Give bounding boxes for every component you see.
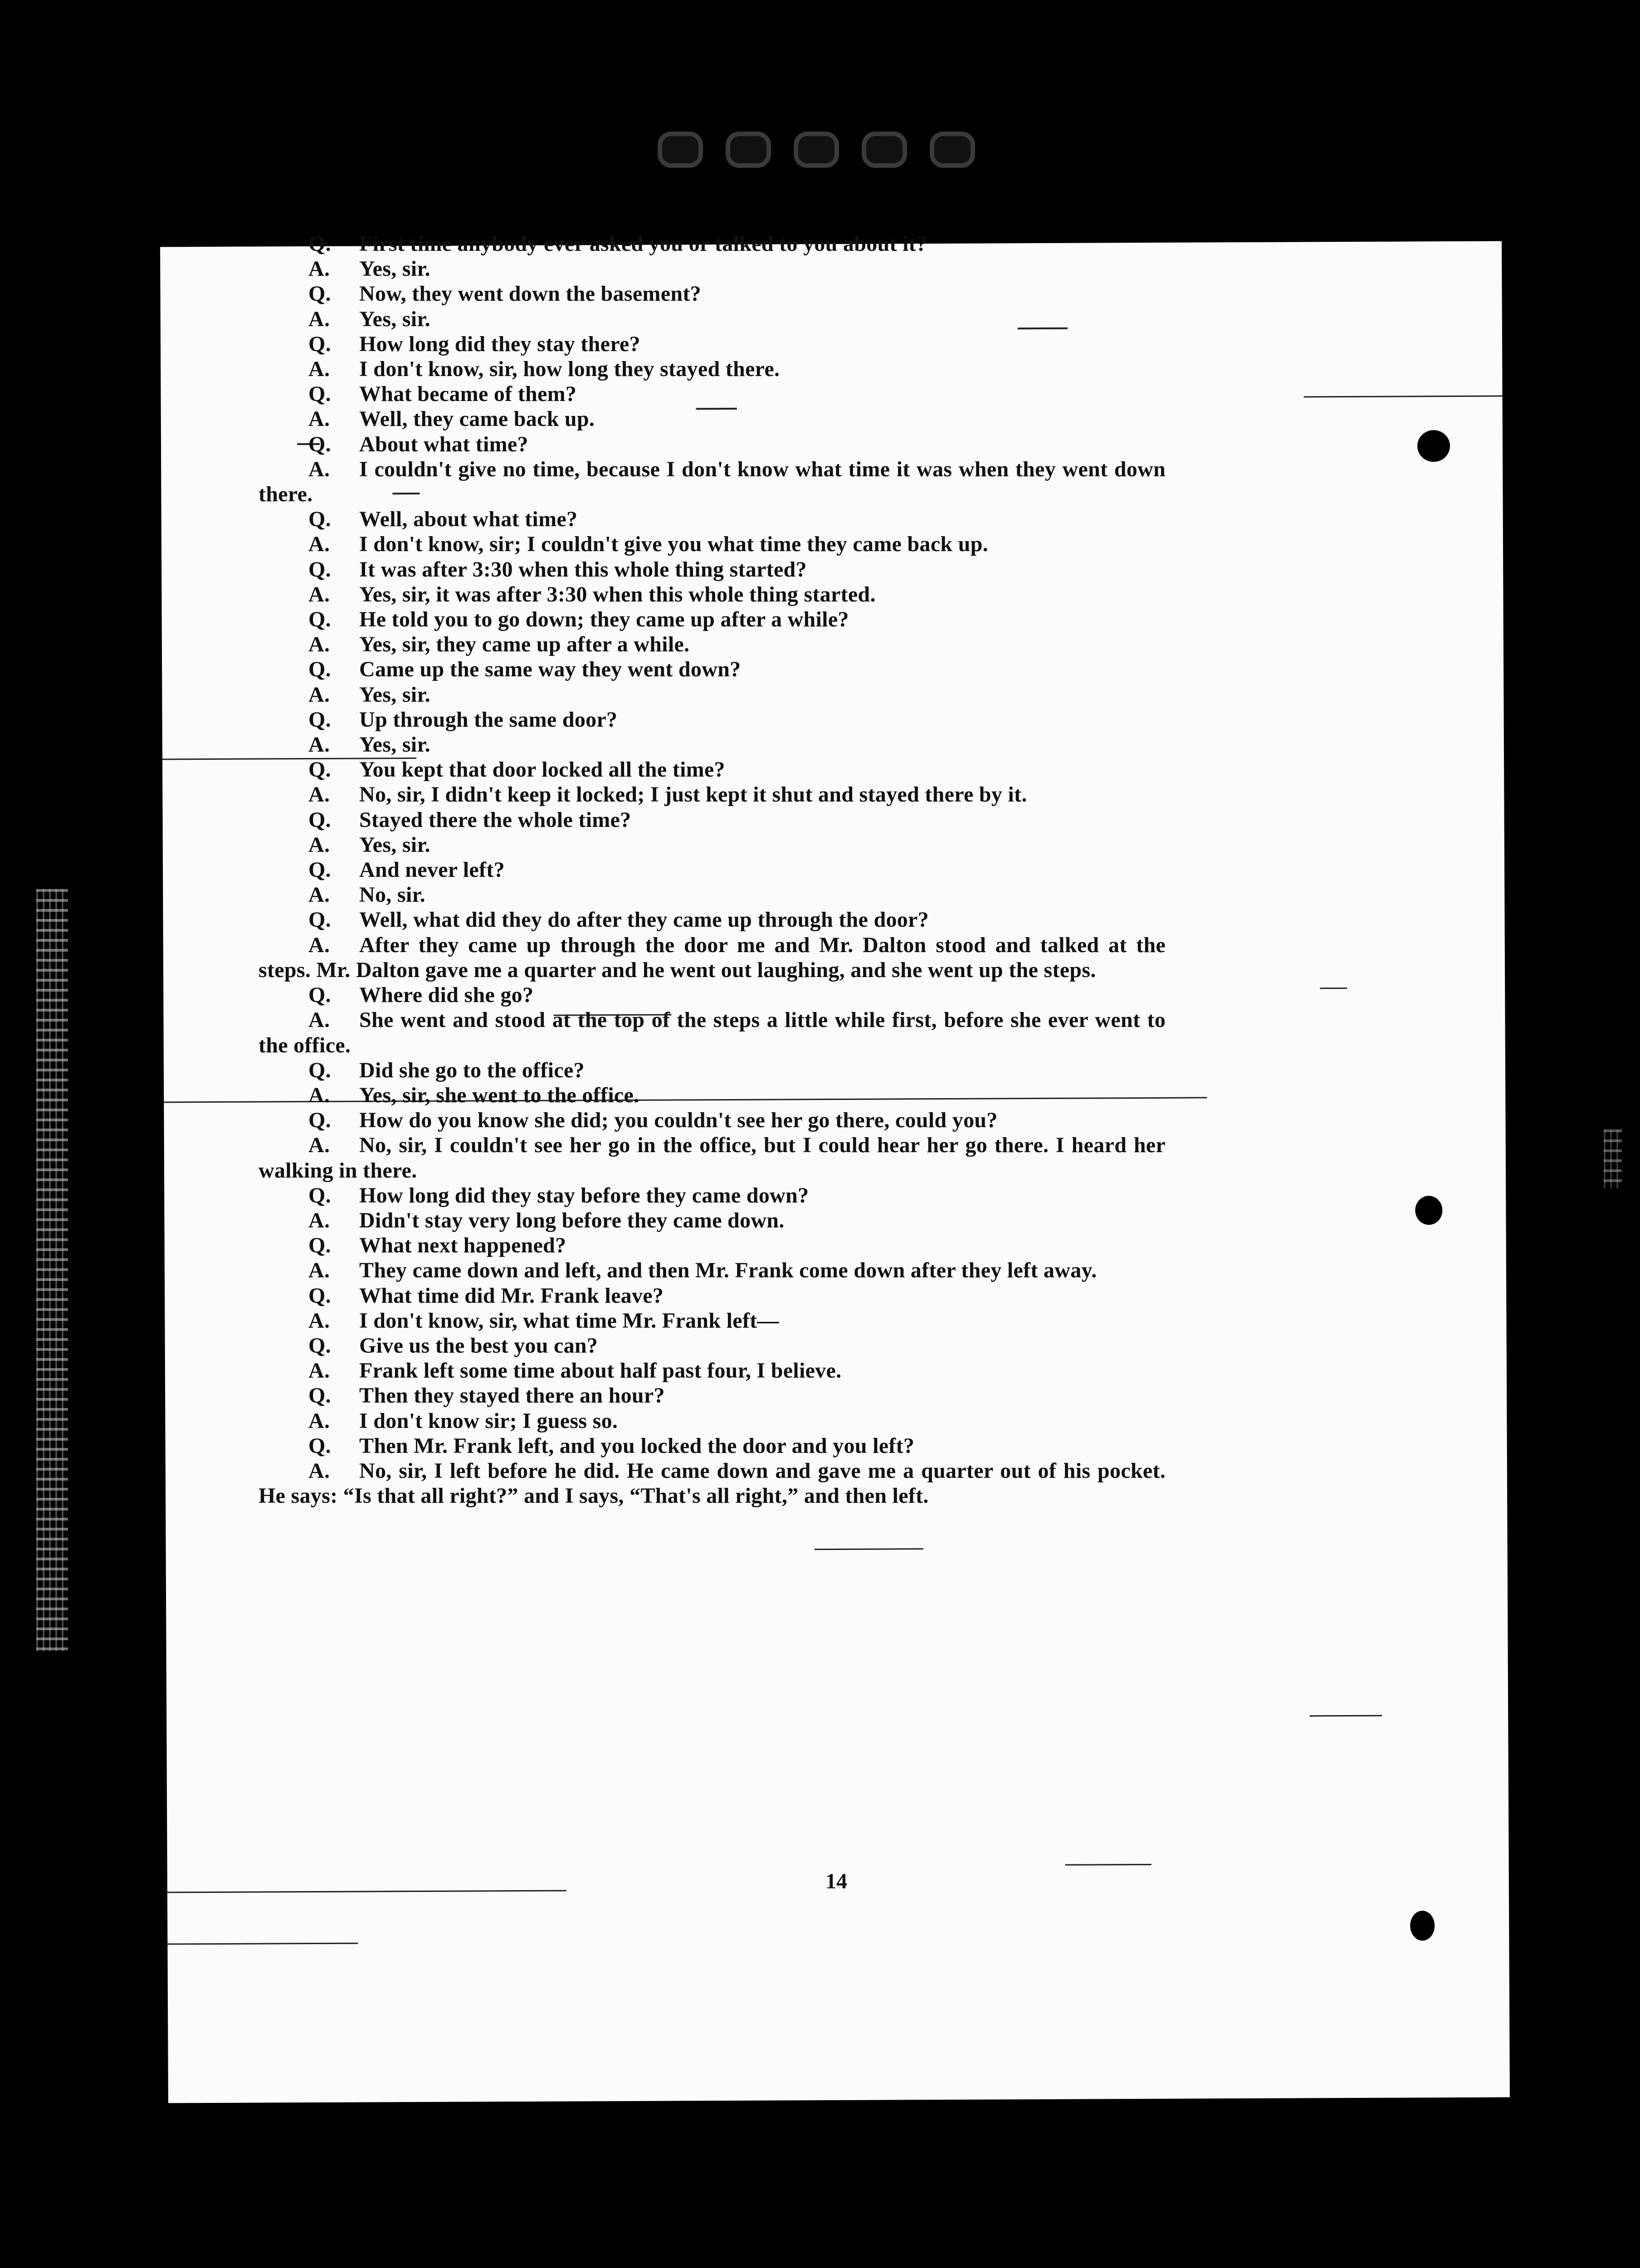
testimony-text: No, sir, I left before he did. He came down and gave me a quarter out of his pocket. He says: “Is that all right?” and I says, “That's all right,” and then left. xyxy=(259,1458,1166,1508)
answer-line xyxy=(259,582,1166,607)
answer-line xyxy=(259,357,1166,381)
answer-line xyxy=(259,1007,1166,1057)
testimony-text: What became of them? xyxy=(359,382,577,406)
speaker-label: A. xyxy=(308,457,330,481)
speaker-label: A. xyxy=(308,1008,330,1032)
testimony-text: Then Mr. Frank left, and you locked the door and you left? xyxy=(359,1433,915,1458)
testimony-text: How long did they stay before they came down? xyxy=(359,1183,809,1207)
answer-line xyxy=(259,1208,1166,1233)
answer-line xyxy=(259,1258,1166,1283)
answer-line xyxy=(259,406,1166,431)
testimony-text: I don't know sir; I guess so. xyxy=(359,1408,618,1433)
stray-line xyxy=(815,1548,923,1550)
testimony-text: Now, they went down the basement? xyxy=(359,282,701,306)
speaker-label: A. xyxy=(308,257,330,281)
question-line xyxy=(259,1383,1166,1408)
speaker-label: Q. xyxy=(308,858,331,882)
answer-line xyxy=(259,1408,1166,1433)
answer-line xyxy=(259,256,1166,281)
speaker-label: Q. xyxy=(308,282,331,306)
question-line xyxy=(259,1283,1166,1308)
answer-line xyxy=(259,933,1166,982)
question-line xyxy=(259,1433,1166,1458)
stray-line xyxy=(167,1943,358,1945)
testimony-text: Didn't stay very long before they came down. xyxy=(359,1208,785,1232)
testimony-text: Well, what did they do after they came up through the door? xyxy=(359,908,929,932)
film-mark xyxy=(794,132,839,168)
speaker-label: A. xyxy=(308,782,330,807)
testimony-text: How do you know she did; you couldn't see her go there, could you? xyxy=(359,1108,998,1133)
speaker-label: Q. xyxy=(308,607,331,632)
speaker-label: A. xyxy=(308,1133,330,1158)
speaker-label: Q. xyxy=(308,1433,331,1458)
testimony-text: Did she go to the office? xyxy=(359,1058,585,1082)
answer-line xyxy=(259,1458,1166,1508)
right-edge-speckle xyxy=(1604,1129,1622,1188)
testimony-text: No, sir, I didn't keep it locked; I just kept it shut and stayed there by it. xyxy=(359,782,1027,807)
testimony-text: I don't know, sir; I couldn't give you what time they came back up. xyxy=(359,532,988,557)
punch-hole xyxy=(1417,430,1450,462)
speaker-label: Q. xyxy=(308,332,331,356)
speaker-label: A. xyxy=(308,1308,330,1333)
speaker-label: A. xyxy=(308,1408,330,1433)
testimony-text: I couldn't give no time, because I don't know what time it was when they went down there. xyxy=(259,457,1166,507)
testimony-text: What time did Mr. Frank leave? xyxy=(359,1283,664,1308)
testimony-text: Well, they came back up. xyxy=(359,407,595,431)
testimony-text: No, sir. xyxy=(359,883,425,907)
question-line xyxy=(259,1233,1166,1258)
testimony-text: Yes, sir. xyxy=(359,257,430,281)
question-line xyxy=(259,1108,1166,1133)
speaker-label: Q. xyxy=(308,232,331,256)
question-line xyxy=(259,707,1166,732)
speaker-label: Q. xyxy=(308,983,331,1007)
question-line xyxy=(259,657,1166,682)
speaker-label: Q. xyxy=(308,807,331,832)
speaker-label: Q. xyxy=(308,758,331,782)
stray-line xyxy=(1304,396,1503,398)
speaker-label: Q. xyxy=(308,1108,331,1133)
speaker-label: Q. xyxy=(308,557,331,582)
question-line xyxy=(259,1058,1166,1083)
testimony-text: They came down and left, and then Mr. Frank come down after they left away. xyxy=(359,1258,1097,1283)
speaker-label: Q. xyxy=(308,1233,331,1258)
speaker-label: A. xyxy=(308,582,330,606)
answer-line xyxy=(259,457,1166,507)
answer-line xyxy=(259,632,1166,657)
testimony-text: I don't know, sir, how long they stayed there. xyxy=(359,357,780,381)
answer-line xyxy=(259,532,1166,557)
answer-line xyxy=(259,832,1166,857)
speaker-label: A. xyxy=(308,682,330,707)
film-mark xyxy=(726,132,771,168)
speaker-label: A. xyxy=(308,933,330,957)
answer-line xyxy=(259,1083,1166,1108)
speaker-label: Q. xyxy=(308,1333,331,1358)
answer-line xyxy=(259,307,1166,332)
testimony-text: Frank left some time about half past four, I believe. xyxy=(359,1359,842,1383)
testimony-text: And never left? xyxy=(359,858,505,882)
speaker-label: Q. xyxy=(308,1183,331,1207)
speaker-label: Q. xyxy=(308,507,331,532)
speaker-label: A. xyxy=(308,1083,330,1107)
question-line xyxy=(259,907,1166,932)
answer-line xyxy=(259,882,1166,907)
testimony-text: Where did she go? xyxy=(359,983,534,1007)
testimony-text: Well, about what time? xyxy=(359,507,578,532)
testimony-text: About what time? xyxy=(359,432,528,456)
question-line xyxy=(259,557,1166,582)
testimony-text: I don't know, sir, what time Mr. Frank left— xyxy=(359,1308,779,1333)
testimony-text: First time anybody ever asked you or talked to you about it? xyxy=(359,232,927,256)
stray-line xyxy=(1320,987,1347,989)
testimony-text: Yes, sir. xyxy=(359,832,430,857)
speaker-label: A. xyxy=(308,883,330,907)
question-line xyxy=(259,607,1166,632)
stray-line xyxy=(167,1890,566,1893)
testimony-text: How long did they stay there? xyxy=(359,332,640,356)
testimony-text: Yes, sir, they came up after a while. xyxy=(359,632,690,657)
punch-hole xyxy=(1415,1196,1442,1225)
question-line xyxy=(259,231,1166,256)
film-frame-marks xyxy=(658,122,984,172)
testimony-text: He told you to go down; they came up after a while? xyxy=(359,607,849,632)
answer-line xyxy=(259,1358,1166,1383)
speaker-label: Q. xyxy=(308,908,331,932)
testimony-text: Came up the same way they went down? xyxy=(359,657,741,682)
testimony-text: Stayed there the whole time? xyxy=(359,807,631,832)
speaker-label: Q. xyxy=(308,657,331,682)
testimony-text: Yes, sir. xyxy=(359,682,430,707)
speaker-label: A. xyxy=(308,632,330,657)
answer-line xyxy=(259,1133,1166,1183)
answer-line xyxy=(259,732,1166,757)
speaker-label: Q. xyxy=(308,432,331,456)
testimony-transcript xyxy=(259,231,1166,1508)
question-line xyxy=(259,1183,1166,1208)
answer-line xyxy=(259,1308,1166,1333)
stray-line xyxy=(1309,1715,1382,1717)
testimony-text: Give us the best you can? xyxy=(359,1333,598,1358)
question-line xyxy=(259,807,1166,832)
testimony-text: Then they stayed there an hour? xyxy=(359,1383,665,1408)
speaker-label: Q. xyxy=(308,707,331,732)
testimony-text: Yes, sir, she went to the office. xyxy=(359,1083,639,1107)
testimony-text: What next happened? xyxy=(359,1233,566,1258)
testimony-text: Yes, sir. xyxy=(359,307,430,331)
question-line xyxy=(259,432,1166,457)
question-line xyxy=(259,507,1166,532)
question-line xyxy=(259,757,1166,782)
answer-line xyxy=(259,782,1166,807)
film-mark xyxy=(862,132,907,168)
stray-line xyxy=(1065,1864,1152,1866)
question-line xyxy=(259,381,1166,406)
left-edge-speckle xyxy=(36,889,68,1651)
testimony-text: It was after 3:30 when this whole thing started? xyxy=(359,557,807,582)
question-line xyxy=(259,982,1166,1007)
speaker-label: Q. xyxy=(308,382,331,406)
question-line xyxy=(259,332,1166,357)
speaker-label: A. xyxy=(308,357,330,381)
film-mark xyxy=(658,132,703,168)
speaker-label: Q. xyxy=(308,1283,331,1308)
speaker-label: A. xyxy=(308,832,330,857)
speaker-label: A. xyxy=(308,1208,330,1232)
speaker-label: Q. xyxy=(308,1058,331,1082)
speaker-label: A. xyxy=(308,1359,330,1383)
testimony-text: After they came up through the door me and Mr. Dalton stood and talked at the steps. Mr. Dalton gave me a quarter and he went out laughing, and she went up the steps. xyxy=(259,933,1166,982)
testimony-text: No, sir, I couldn't see her go in the office, but I could hear her go there. I heard her walking in there. xyxy=(259,1133,1166,1183)
speaker-label: A. xyxy=(308,733,330,757)
punch-hole xyxy=(1410,1911,1435,1941)
speaker-label: A. xyxy=(308,1458,330,1483)
speaker-label: Q. xyxy=(308,1383,331,1408)
speaker-label: A. xyxy=(308,407,330,431)
answer-line xyxy=(259,682,1166,707)
film-mark xyxy=(930,132,975,168)
question-line xyxy=(259,857,1166,882)
question-line xyxy=(259,1333,1166,1358)
testimony-text: You kept that door locked all the time? xyxy=(359,758,725,782)
speaker-label: A. xyxy=(308,307,330,331)
testimony-text: She went and stood at the top of the steps a little while first, before she ever went to the office. xyxy=(259,1008,1166,1057)
testimony-text: Up through the same door? xyxy=(359,707,618,732)
question-line xyxy=(259,281,1166,306)
speaker-label: A. xyxy=(308,532,330,557)
page-number: 14 xyxy=(825,1869,847,1893)
testimony-text: Yes, sir, it was after 3:30 when this whole thing started. xyxy=(359,582,876,606)
testimony-text: Yes, sir. xyxy=(359,733,430,757)
speaker-label: A. xyxy=(308,1258,330,1283)
